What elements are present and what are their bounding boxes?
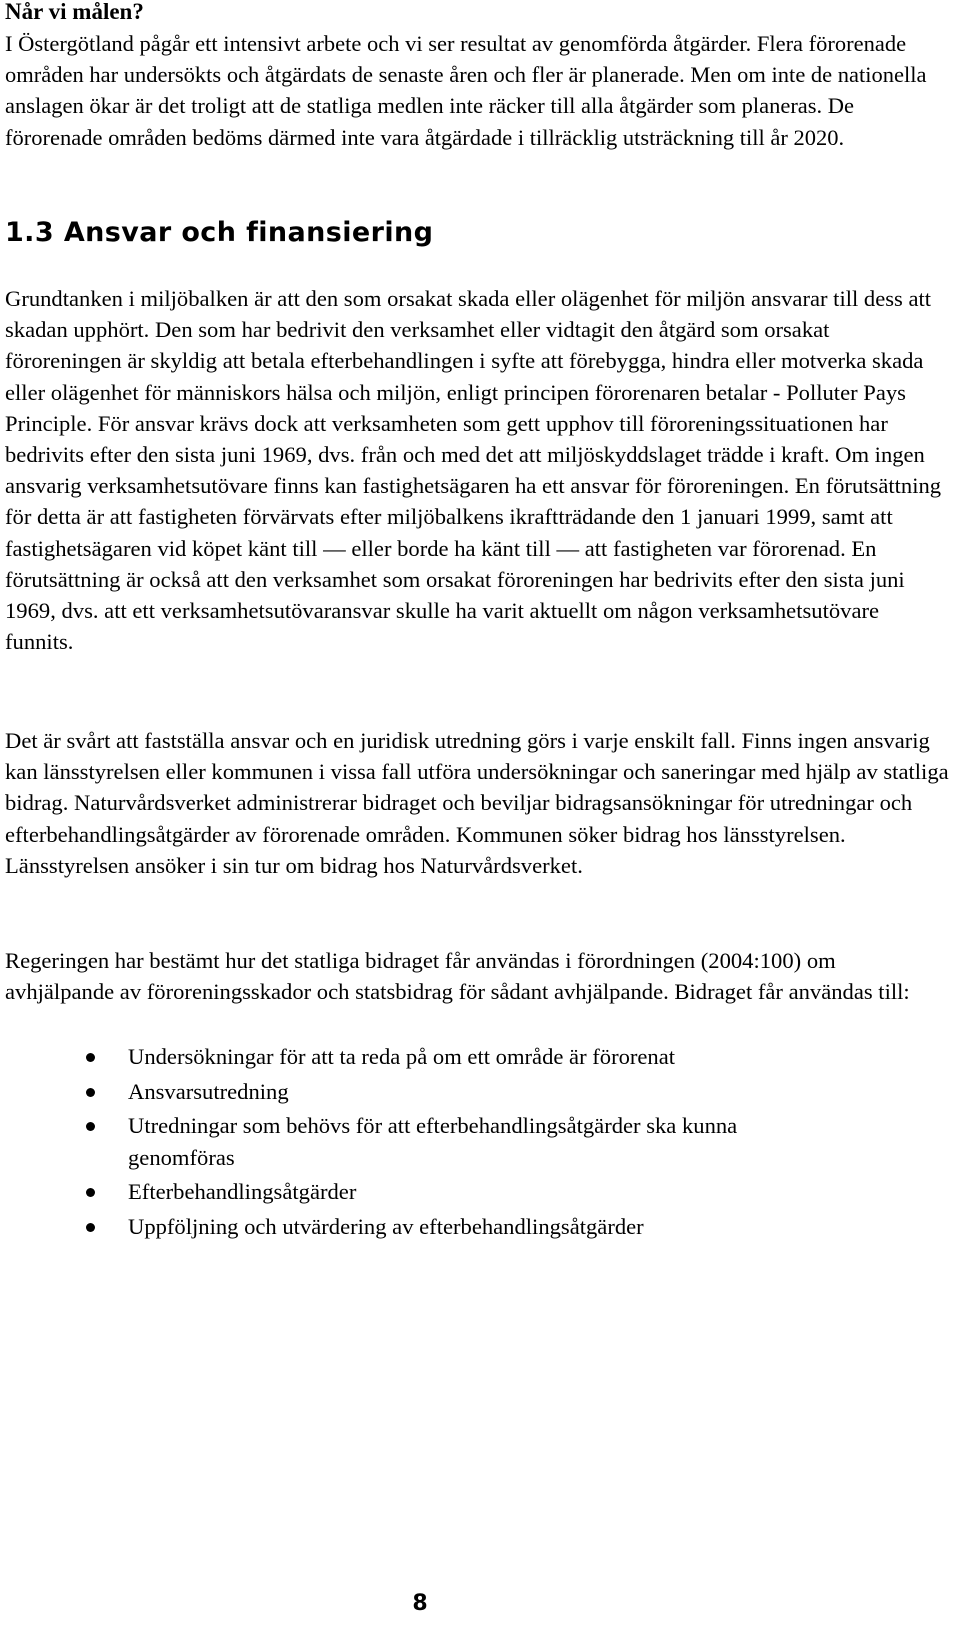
list-item-text: Undersökningar för att ta reda på om ett område är förorenat — [128, 1044, 676, 1069]
list-item — [0, 1041, 848, 1073]
bullet-icon — [86, 1122, 95, 1131]
paragraph-government-grant: Regeringen har bestämt hur det statliga bidraget får användas i förordningen (2004:100) om avhjälpande av föroreningsskador och statsbidrag för sådant avhjälpande. Bidraget får användas till: — [5, 948, 910, 1005]
list-item — [0, 1176, 848, 1208]
paragraph-responsibility: Grundtanken i miljöbalken är att den som orsakat skada eller olägenhet för miljön ansvarar till dess att skadan upphört. Den som har bedrivit den verksamhet eller vidtagit den åtgärd som orsakat föroreningen är skyldig att betala efterbehandlingen i syfte att förebygga, hindra eller motverka skada eller olägenhet för människors hälsa och miljön, enligt principen förorenaren betalar - Polluter Pays Principle. För ansvar krävs dock att verksamheten som gett upphov till föroreningssituationen har bedrivits efter den sista juni 1969, dvs. från och med det att miljöskyddslaget trädde i kraft. Om ingen ansvarig verksamhetsutövare finns kan fastighetsägaren ha ett ansvar för föroreningen. En förutsättning för detta är att fastigheten förvärvats efter miljöbalkens ikraftträdande den 1 januari 1999, samt att fastighetsägaren vid köpet känt till — eller borde ha känt till — att fastigheten var förorenad. En förutsättning är också att den verksamhet som orsakat föroreningen har bedrivits efter den sista juni 1969, dvs. att ett verksamhetsutövaransvar skulle ha varit aktuellt om någon verksamhetsutövare funnits. — [5, 286, 942, 655]
list-item-text: Ansvarsutredning — [128, 1078, 289, 1104]
bullet-icon — [86, 1188, 95, 1197]
list-item-text: Uppföljning och utvärdering av efterbehandlingsåtgärder — [128, 1213, 644, 1239]
subsection-heading: Når vi målen? — [5, 0, 144, 24]
section-heading: 1.3 Ansvar och finansiering — [5, 217, 434, 248]
list-item — [0, 1211, 848, 1243]
grant-usage-list — [0, 1041, 950, 1245]
bullet-icon — [86, 1223, 95, 1232]
bullet-icon — [86, 1053, 95, 1062]
bullet-icon — [86, 1088, 95, 1097]
list-item-text: Efterbehandlingsåtgärder — [128, 1179, 357, 1204]
paragraph-legal-investigation: Det är svårt att fastställa ansvar och en juridisk utredning görs i varje enskilt fall. Finns ingen ansvarig kan länsstyrelsen eller kommunen i vissa fall utföra undersökningar och saneringar med hjälp av statliga bidrag. Naturvårdsverket administrerar bidraget och beviljar bidragsansökningar för utredningar och efterbehandlingsåtgärder av förorenade områden. Kommunen söker bidrag hos länsstyrelsen. Länsstyrelsen ansöker i sin tur om bidrag hos Naturvårdsverket. — [5, 728, 949, 878]
page-number: 8 — [412, 1591, 428, 1616]
list-item-text: Utredningar som behövs för att efterbehandlingsåtgärder ska kunna genomföras — [128, 1113, 738, 1170]
intro-paragraph: I Östergötland pågår ett intensivt arbete och vi ser resultat av genomförda åtgärder. Flera förorenade områden har undersökts och åtgärdats de senaste åren och fler är planerade. Men om inte de nationella anslagen ökar är det troligt att de statliga medlen inte räcker till alla åtgärder som planeras. De förorenade områden bedöms därmed inte vara åtgärdade i tillräcklig utsträckning till år 2020. — [5, 31, 927, 150]
list-item — [0, 1110, 848, 1173]
list-item — [0, 1076, 848, 1108]
